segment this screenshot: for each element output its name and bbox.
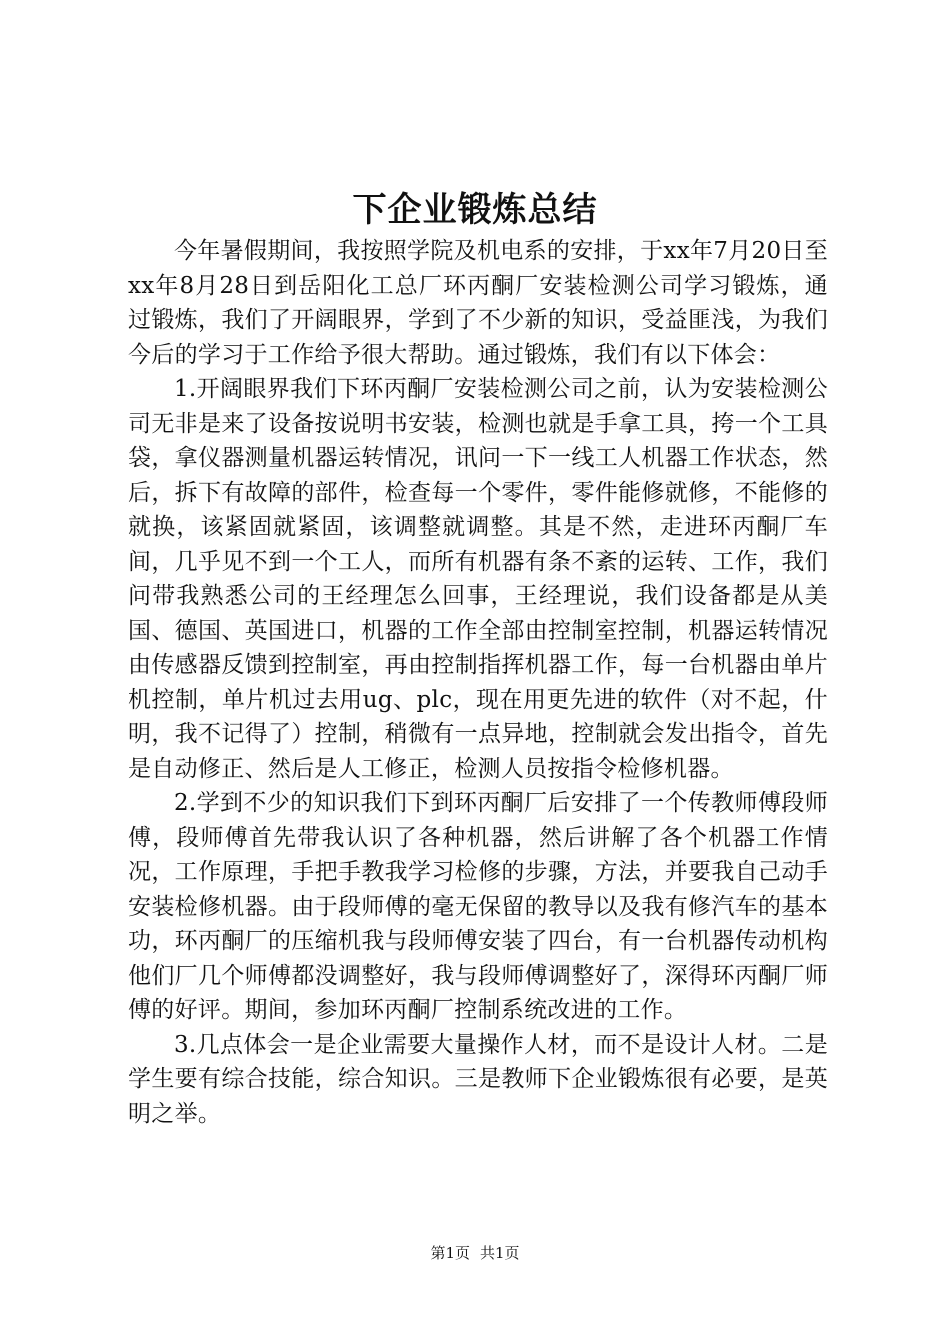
page-number-current: 第1页 [430, 1244, 470, 1262]
paragraph-section-2: 2.学到不少的知识我们下到环丙酮厂后安排了一个传教师傅段师傅，段师傅首先带我认识了各种机器，然后讲解了各个机器工作情况，工作原理，手把手教我学习检修的步骤，方法，并要我自己动手安装检修机器。由于段师傅的毫无保留的教导以及我有修汽车的基本功，环丙酮厂的压缩机我与段师傅安装了四台，有一台机器传动机构他们厂几个师傅都没调整好，我与段师傅调整好了，深得环丙酮厂师傅的好评。期间，参加环丙酮厂控制系统改进的工作。 [128, 790, 828, 1023]
paragraph-intro: 今年暑假期间，我按照学院及机电系的安排，于xx年7月20日至xx年8月28日到岳阳化工总厂环丙酮厂安装检测公司学习锻炼，通过锻炼，我们了开阔眼界，学到了不少新的知识，受益匪浅，为我们今后的学习于工作给予很大帮助。通过锻炼，我们有以下体会： [128, 238, 828, 368]
page-number-total: 共1页 [480, 1244, 520, 1262]
document-title: 下企业锻炼总结 [352, 190, 598, 230]
page-footer [0, 1243, 950, 1263]
paragraph-section-1: 1.开阔眼界我们下环丙酮厂安装检测公司之前，认为安装检测公司无非是来了设备按说明书安装，检测也就是手拿工具，挎一个工具袋，拿仪器测量机器运转情况，讯问一下一线工人机器工作状态，然后，拆下有故障的部件，检查每一个零件，零件能修就修，不能修的就换，该紧固就紧固，该调整就调整。其是不然，走进环丙酮厂车间，几乎见不到一个工人，而所有机器有条不紊的运转、工作，我们问带我熟悉公司的王经理怎么回事，王经理说，我们设备都是从美国、德国、英国进口，机器的工作全部由控制室控制，机器运转情况由传感器反馈到控制室，再由控制指挥机器工作，每一台机器由单片机控制，单片机过去用ug、plc，现在用更先进的软件（对不起，什明，我不记得了）控制，稍微有一点异地，控制就会发出指令，首先是自动修正、然后是人工修正，检测人员按指令检修机器。 [128, 376, 828, 782]
paragraph-section-3: 3.几点体会一是企业需要大量操作人材，而不是设计人材。二是学生要有综合技能，综合知识。三是教师下企业锻炼很有必要，是英明之举。 [128, 1031, 828, 1127]
document-body [128, 234, 828, 1131]
